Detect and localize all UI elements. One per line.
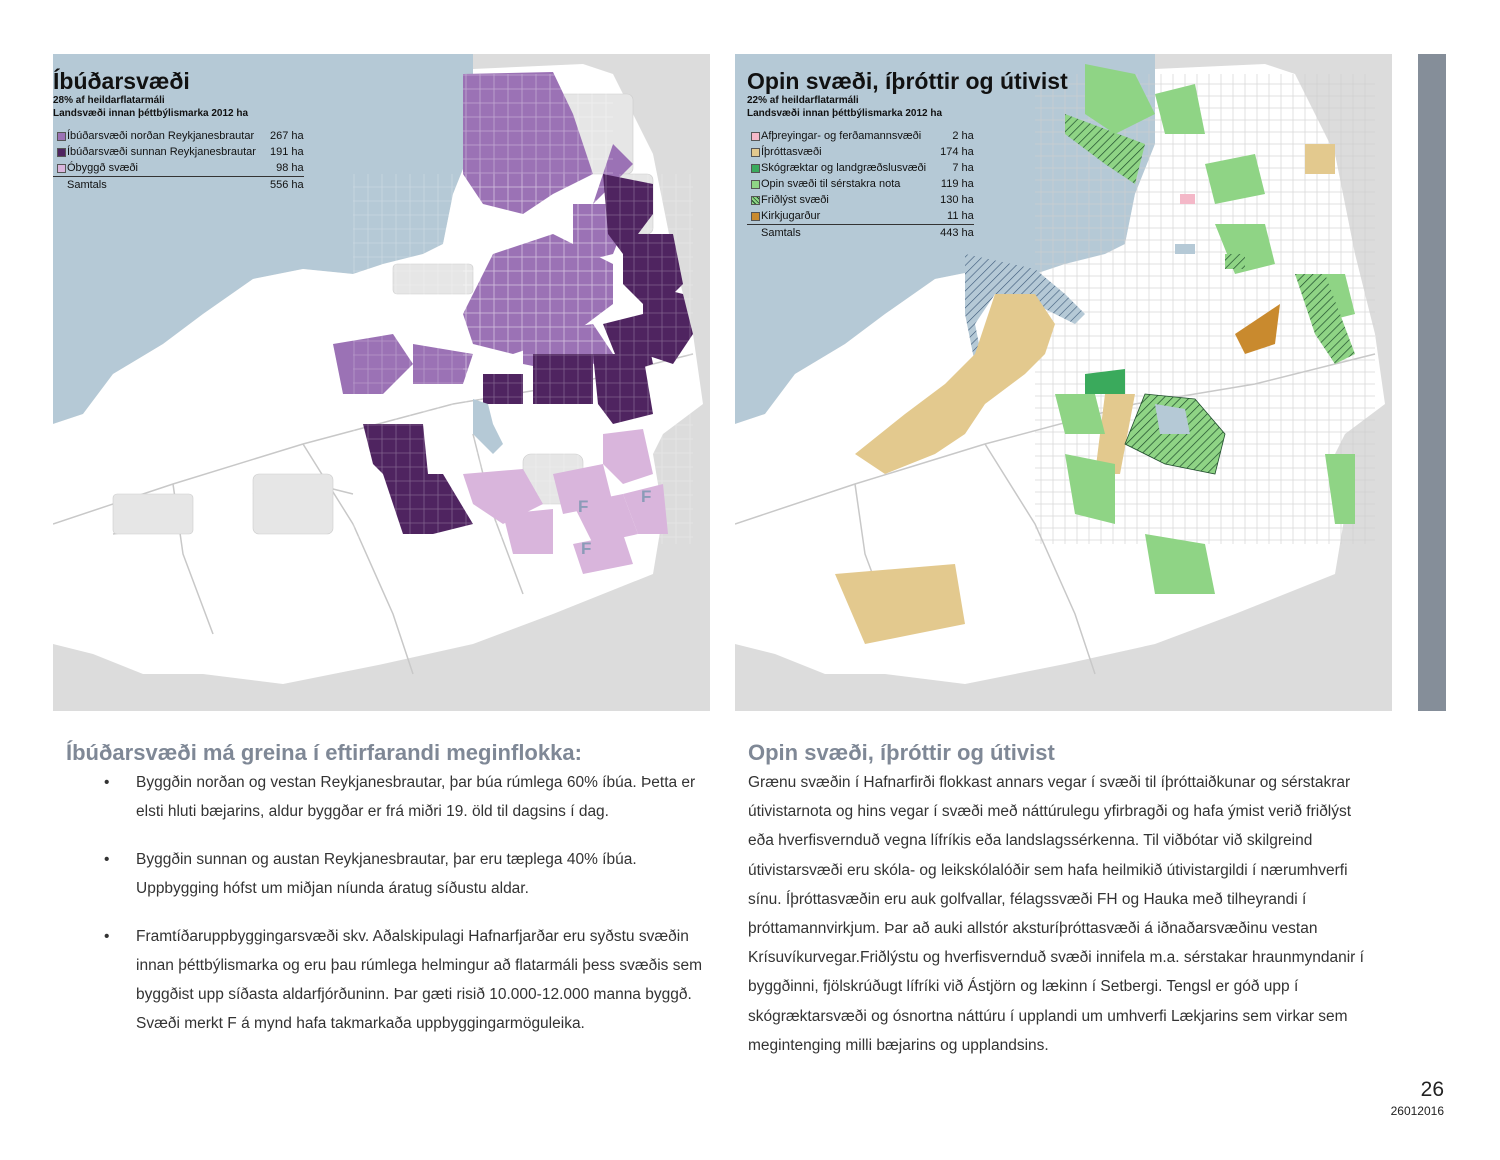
legend-swatch bbox=[57, 164, 66, 173]
legend-total-row bbox=[747, 225, 974, 242]
legend-label: Kirkjugarður bbox=[761, 210, 821, 222]
legend-value: 2 ha bbox=[952, 130, 974, 142]
residential-heading: Íbúðarsvæði má greina í eftirfarandi meginflokka: bbox=[66, 740, 582, 765]
open-space-body: Grænu svæðin í Hafnarfirði flokkast annars vegar í svæði til íþróttaiðkunar og sérstakrar útivistarnota og hins vegar í svæði með náttúrulegu yfirbragði og hafa ýmist verið friðlýst eða hverfisvernduð vegna lífríkis eða landslagssérkenna. Til viðbótar við skilgreind útivistarsvæði eru skóla- og leikskólalóðir sem hafa heilmikið útivistargildi í nærumhverfi sínu. Íþróttasvæðin eru auk golfvallar, félagssvæði FH og Hauka með tilheyrandi í þróttamannvirkjum. Þar að auki allstór aksturíþróttasvæði á iðnaðarsvæðinu vestan Krísuvíkurvegar.Friðlýstu og hverfisvernduð svæði innifela m.a. sérstakar hraunmyndanir í byggðinni, fjölskrúðugt lífríki við Ástjörn og lækinn í Setbergi. Tengsl er góð upp í skógræktarsvæði og ósnortna náttúru í upplandi um umhverfi Lækjarins sem virkar sem megintenging milli bæjarins og upplandsins. bbox=[748, 774, 1364, 1054]
open-space-legend bbox=[747, 54, 1068, 241]
legend-table bbox=[53, 128, 304, 193]
legend-value: 191 ha bbox=[269, 146, 304, 158]
page-number: 26 bbox=[1420, 1078, 1444, 1101]
legend-table bbox=[747, 128, 974, 241]
legend-value: 98 ha bbox=[276, 162, 304, 174]
legend-value: 174 ha bbox=[940, 146, 974, 158]
residential-bullet-list bbox=[104, 768, 704, 1057]
list-item: • Byggðin sunnan og austan Reykjanesbrautar, þar eru tæplega 40% íbúa. Uppbygging hófst um miðjan níunda áratug síðustu aldar. bbox=[104, 845, 704, 903]
f-label: F bbox=[641, 487, 652, 506]
page-accent-bar bbox=[1418, 54, 1446, 711]
legend-row bbox=[53, 144, 304, 160]
legend-swatch bbox=[751, 132, 760, 141]
legend-row bbox=[747, 160, 974, 176]
legend-row bbox=[747, 208, 974, 225]
legend-row bbox=[53, 160, 304, 177]
legend-swatch bbox=[57, 132, 66, 141]
map-subtitle: Landsvæði innan þéttbýlismarka 2012 ha bbox=[53, 108, 249, 119]
legend-total-value: 443 ha bbox=[926, 225, 974, 242]
legend-label: Óbyggð svæði bbox=[67, 162, 138, 174]
map-subtitle: Landsvæði innan þéttbýlismarka 2012 ha bbox=[747, 108, 943, 119]
legend-value: 267 ha bbox=[269, 130, 304, 142]
map-title: Íbúðarsvæði bbox=[53, 68, 190, 94]
legend-swatch bbox=[57, 148, 66, 157]
legend-label: Afþreyingar- og ferðamannsvæði bbox=[761, 130, 922, 142]
legend-swatch bbox=[751, 148, 760, 157]
document-date-code: 26012016 bbox=[1390, 1104, 1444, 1118]
list-item: • Byggðin norðan og vestan Reykjanesbrautar, þar búa rúmlega 60% íbúa. Þetta er elsti hluti bæjarins, aldur byggðar er frá miðri 19. öld til dagsins í dag. bbox=[104, 768, 704, 826]
legend-swatch bbox=[751, 196, 760, 205]
legend-label: Íbúðarsvæði norðan Reykjanesbrautar bbox=[67, 130, 255, 142]
legend-label: Friðlýst svæði bbox=[761, 194, 829, 206]
recreation-area bbox=[1180, 194, 1195, 204]
legend-total-label: Samtals bbox=[67, 177, 256, 194]
legend-total-value: 556 ha bbox=[256, 177, 304, 194]
legend-value: 119 ha bbox=[940, 178, 974, 190]
legend-label: Opin svæði til sérstakra nota bbox=[761, 178, 901, 190]
residential-legend bbox=[53, 54, 304, 193]
legend-value: 7 ha bbox=[952, 162, 974, 174]
list-item: • Framtíðaruppbyggingarsvæði skv. Aðalskipulagi Hafnarfjarðar eru syðstu svæðin innan þéttbýlismarka og eru þau rúmlega helmingur að flatarmáli þess svæðis sem byggðist upp síðasta aldarfjórðuninn. Þar gæti risið 10.000-12.000 manna byggð. Svæði merkt F á mynd hafa takmarkaða uppbyggingarmöguleika. bbox=[104, 922, 704, 1038]
f-label: F bbox=[581, 539, 592, 558]
legend-row bbox=[747, 192, 974, 208]
legend-label: Íþróttasvæði bbox=[761, 146, 822, 158]
legend-row bbox=[53, 128, 304, 144]
legend-total-row bbox=[53, 177, 304, 194]
legend-row bbox=[747, 128, 974, 144]
map-subtitle: 22% af heildarflatarmáli bbox=[747, 95, 859, 106]
legend-swatch bbox=[751, 212, 760, 221]
map-subtitle: 28% af heildarflatarmáli bbox=[53, 95, 165, 106]
f-label: F bbox=[578, 497, 589, 516]
map-title: Opin svæði, íþróttir og útivist bbox=[747, 68, 1068, 94]
legend-swatch bbox=[751, 180, 760, 189]
legend-row bbox=[747, 144, 974, 160]
legend-label: Íbúðarsvæði sunnan Reykjanesbrautar bbox=[67, 146, 256, 158]
legend-value: 11 ha bbox=[947, 210, 974, 222]
legend-label: Skógræktar og landgræðslusvæði bbox=[761, 162, 927, 174]
legend-swatch bbox=[751, 164, 760, 173]
open-space-heading: Opin svæði, íþróttir og útivist bbox=[748, 740, 1055, 765]
legend-total-label: Samtals bbox=[761, 225, 926, 242]
legend-row bbox=[747, 176, 974, 192]
legend-value: 130 ha bbox=[940, 194, 974, 206]
